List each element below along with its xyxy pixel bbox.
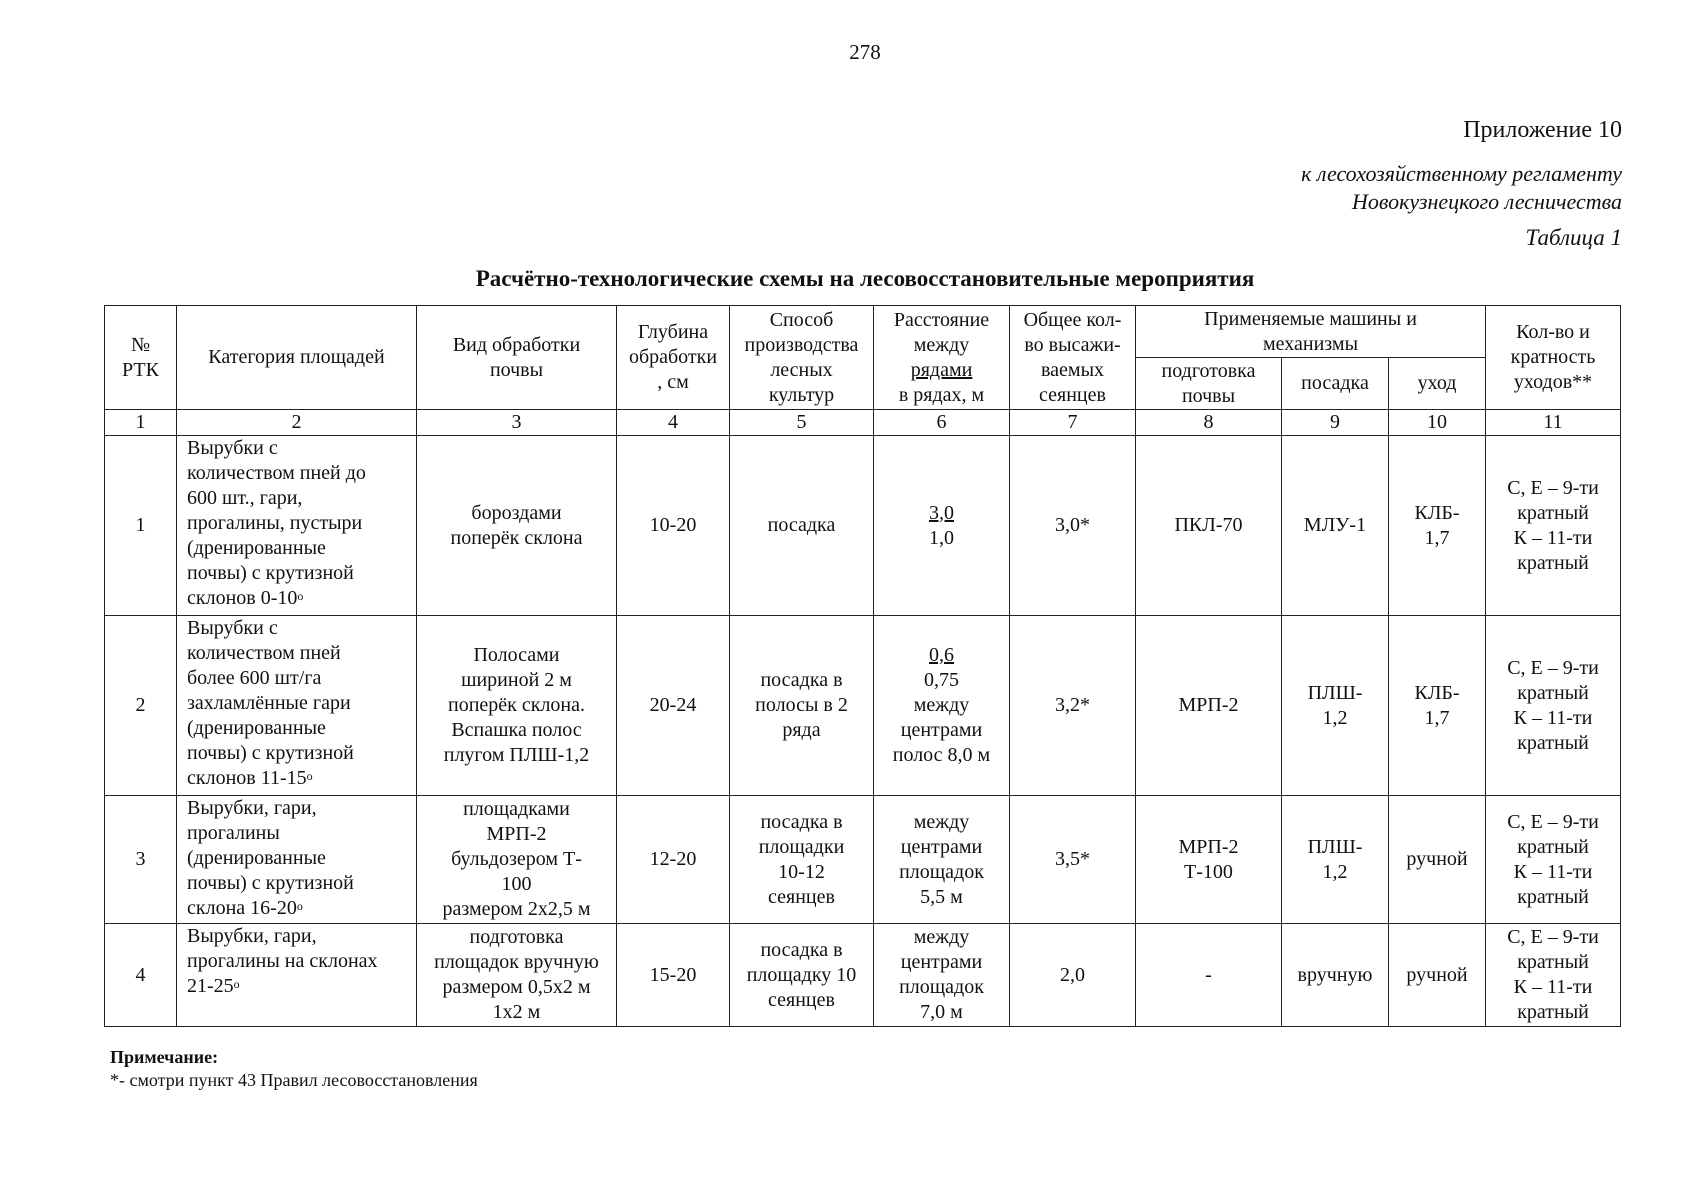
cell-soil-prep: МРП-2 Т-100 bbox=[1136, 796, 1282, 924]
cell-soil-prep: ПКЛ-70 bbox=[1136, 436, 1282, 616]
cell-total-seedlings: 3,5* bbox=[1010, 796, 1136, 924]
cell-depth: 15-20 bbox=[617, 924, 730, 1027]
cell-category: Вырубки, гари, прогалины на склонах $21-25^о$ bbox=[177, 924, 417, 1027]
header-planting: посадка bbox=[1282, 358, 1389, 410]
table-row bbox=[105, 796, 1621, 924]
cell-planting: ПЛШ- 1,2 bbox=[1282, 616, 1389, 796]
cell-total-seedlings: 2,0 bbox=[1010, 924, 1136, 1027]
cell-total-seedlings: 3,2* bbox=[1010, 616, 1136, 796]
header-soil-prep: подготовка почвы bbox=[1136, 358, 1282, 410]
cell-treatment: бороздами поперёк склона bbox=[417, 436, 617, 616]
cell-depth: 10-20 bbox=[617, 436, 730, 616]
degree-mark: о bbox=[297, 589, 304, 603]
cell-total-seedlings: 3,0* bbox=[1010, 436, 1136, 616]
header-care-frequency: Кол-во и кратность уходов** bbox=[1486, 306, 1621, 410]
header-treatment: Вид обработки почвы bbox=[417, 306, 617, 410]
cell-category: Вырубки с количеством пней до 600 шт., гари, прогалины, пустыри (дренированные почвы) с крутизной склонов $0-10^о$ bbox=[177, 436, 417, 616]
cell-distance: между центрами площадок 7,0 м bbox=[874, 924, 1010, 1027]
table-row bbox=[105, 436, 1621, 616]
header-total-seedlings: Общее кол- во высажи- ваемых сеянцев bbox=[1010, 306, 1136, 410]
degree-mark: о bbox=[233, 977, 240, 991]
cell-depth: 20-24 bbox=[617, 616, 730, 796]
appendix-label: Приложение 10 bbox=[1463, 117, 1622, 143]
table-label: Таблица 1 bbox=[1525, 225, 1622, 250]
header-machines-group: Применяемые машины и механизмы bbox=[1136, 306, 1486, 358]
cell-care-frequency: С, Е – 9-ти кратный К – 11-ти кратный bbox=[1486, 796, 1621, 924]
column-number: 1 bbox=[105, 410, 177, 436]
column-number: 11 bbox=[1486, 410, 1621, 436]
cell-soil-prep: МРП-2 bbox=[1136, 616, 1282, 796]
table-row bbox=[105, 616, 1621, 796]
cell-care-frequency: С, Е – 9-ти кратный К – 11-ти кратный bbox=[1486, 924, 1621, 1027]
degree-mark: о bbox=[306, 769, 313, 783]
cell-method: посадка в площадку 10 сеянцев bbox=[730, 924, 874, 1027]
cell-category: Вырубки, гари, прогалины (дренированные почвы) с крутизной склона $16-20^о$ bbox=[177, 796, 417, 924]
cell-distance: между центрами площадок 5,5 м bbox=[874, 796, 1010, 924]
table-row bbox=[105, 924, 1621, 1027]
cell-treatment: площадками МРП-2 бульдозером Т- 100 размером 2х2,5 м bbox=[417, 796, 617, 924]
column-number: 3 bbox=[417, 410, 617, 436]
column-number: 7 bbox=[1010, 410, 1136, 436]
column-number: 8 bbox=[1136, 410, 1282, 436]
appendix-subtitle bbox=[1301, 160, 1622, 216]
cell-treatment: подготовка площадок вручную размером 0,5х2 м 1х2 м bbox=[417, 924, 617, 1027]
cell-distance: 0,6 0,75 между центрами полос 8,0 м bbox=[874, 616, 1010, 796]
cell-rtk-number: 3 bbox=[105, 796, 177, 924]
note-heading: Примечание: bbox=[110, 1047, 219, 1067]
page-number: 278 bbox=[849, 40, 881, 64]
subtitle-line: к лесохозяйственному регламенту bbox=[1301, 161, 1622, 186]
cell-planting: МЛУ-1 bbox=[1282, 436, 1389, 616]
cell-method: посадка bbox=[730, 436, 874, 616]
header-distance: Расстояние между рядами в рядах, м bbox=[874, 306, 1010, 410]
column-number: 10 bbox=[1389, 410, 1486, 436]
degree-mark: о bbox=[296, 899, 303, 913]
column-number: 5 bbox=[730, 410, 874, 436]
cell-care-frequency: С, Е – 9-ти кратный К – 11-ти кратный bbox=[1486, 436, 1621, 616]
table-body bbox=[105, 436, 1621, 1027]
distance-between-rows: 3,0 bbox=[929, 501, 954, 524]
cell-care: ручной bbox=[1389, 924, 1486, 1027]
cell-distance: 3,0 1,0 bbox=[874, 436, 1010, 616]
cell-planting: вручную bbox=[1282, 924, 1389, 1027]
cell-rtk-number: 2 bbox=[105, 616, 177, 796]
cell-method: посадка в площадки 10-12 сеянцев bbox=[730, 796, 874, 924]
cell-care: КЛБ- 1,7 bbox=[1389, 616, 1486, 796]
column-number: 6 bbox=[874, 410, 1010, 436]
cell-care-frequency: С, Е – 9-ти кратный К – 11-ти кратный bbox=[1486, 616, 1621, 796]
header-care: уход bbox=[1389, 358, 1486, 410]
column-number: 2 bbox=[177, 410, 417, 436]
rtk-table bbox=[104, 305, 1621, 1027]
column-number: 9 bbox=[1282, 410, 1389, 436]
header-depth: Глубина обработки , см bbox=[617, 306, 730, 410]
note-text: *- смотри пункт 43 Правил лесовосстановления bbox=[110, 1070, 478, 1090]
cell-method: посадка в полосы в 2 ряда bbox=[730, 616, 874, 796]
cell-depth: 12-20 bbox=[617, 796, 730, 924]
cell-treatment: Полосами шириной 2 м поперёк склона. Вспашка полос плугом ПЛШ-1,2 bbox=[417, 616, 617, 796]
cell-category: Вырубки с количеством пней более 600 шт/га захламлённые гари (дренированные почвы) с крутизной склонов $11-15^о$ bbox=[177, 616, 417, 796]
column-number: 4 bbox=[617, 410, 730, 436]
distance-between-rows: 0,6 bbox=[929, 644, 954, 666]
cell-rtk-number: 1 bbox=[105, 436, 177, 616]
header-category: Категория площадей bbox=[177, 306, 417, 410]
header-method: Способ производства лесных культур bbox=[730, 306, 874, 410]
cell-soil-prep: - bbox=[1136, 924, 1282, 1027]
header-rtk-number: № РТК bbox=[105, 306, 177, 410]
cell-rtk-number: 4 bbox=[105, 924, 177, 1027]
cell-care: ручной bbox=[1389, 796, 1486, 924]
cell-planting: ПЛШ- 1,2 bbox=[1282, 796, 1389, 924]
subtitle-line: Новокузнецкого лесничества bbox=[1351, 189, 1622, 214]
table-title: Расчётно-технологические схемы на лесовосстановительные мероприятия bbox=[475, 266, 1255, 291]
cell-care: КЛБ- 1,7 bbox=[1389, 436, 1486, 616]
